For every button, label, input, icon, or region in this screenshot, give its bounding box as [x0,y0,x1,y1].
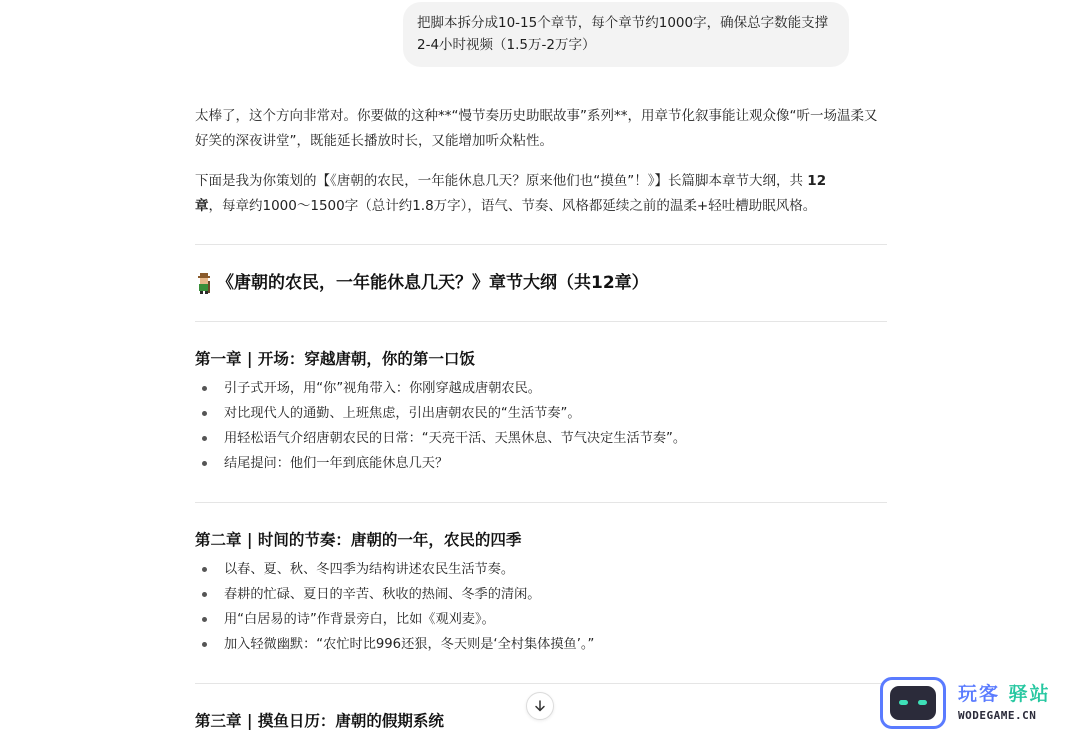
divider [195,321,887,322]
chapter-title [195,528,521,552]
list-item: 对比现代人的通勤、上班焦虑，引出唐朝农民的“生活节奏”。 [195,401,686,426]
chapter-bullet-list [195,557,594,657]
intro-text: 太棒了，这个方向非常对。你要做的这种**“慢节奏历史助眠故事”系列**，用章节化叙事能让观众像“听一场温柔又好笑的深夜讲堂”，既能延长播放时长，又能增加听众粘性。 [195,108,878,149]
watermark-en-text: WODEGAME.CN [958,709,1037,722]
chapter-title-text: 第一章 | 开场：穿越唐朝，你的第一口饭 [195,349,475,368]
chapter-title-text: 第三章 | 摸鱼日历：唐朝的假期系统 [195,711,444,730]
divider [195,502,887,503]
user-message-text: 把脚本拆分成10-15个章节，每个章节约1000字，确保总字数能支撑2-4小时视频（1.5万-2万字） [417,15,829,53]
chapter-title [195,347,475,371]
list-item: 加入轻微幽默：“农忙时比996还狠，冬天则是‘全村集体摸鱼’。” [195,632,594,657]
user-message-bubble [403,2,849,67]
list-item: 引子式开场，用“你”视角带入：你刚穿越成唐朝农民。 [195,376,686,401]
watermark-cn-text [958,679,1051,706]
plan-count: 12 [807,173,827,189]
list-item: 以春、夏、秋、冬四季为结构讲述农民生活节奏。 [195,557,594,582]
plan-chapter-word: 章 [195,198,209,214]
list-item: 结尾提问：他们一年到底能休息几天？ [195,451,686,476]
chapter-bullet-list [195,376,686,476]
plan-prefix: 下面是我为你策划的【《唐朝的农民，一年能休息几天？原来他们也“摸鱼”！》】长篇脚本章节大纲，共 [195,173,803,189]
watermark-cn-part2: 驿站 [1008,683,1051,705]
scroll-down-button[interactable] [526,692,554,720]
list-item: 用轻松语气介绍唐朝农民的日常：“天亮干活、天黑休息、节气决定生活节奏”。 [195,426,686,451]
intro-paragraph [195,104,887,154]
farmer-emoji-icon [195,272,213,294]
plan-paragraph [195,169,887,219]
outline-title [195,270,649,296]
outline-title-text: 《唐朝的农民，一年能休息几天？》章节大纲（共12章） [217,273,649,293]
chapter-title-text: 第二章 | 时间的节奏：唐朝的一年，农民的四季 [195,530,522,549]
plan-suffix: ，每章约1000～1500字（总计约1.8万字），语气、节奏、风格都延续之前的温柔+轻吐槽助眠风格。 [208,198,817,214]
robot-logo-icon [880,677,946,729]
list-item: 用“白居易的诗”作背景旁白，比如《观刈麦》。 [195,607,594,632]
list-item: 春耕的忙碌、夏日的辛苦、秋收的热闹、冬季的清闲。 [195,582,594,607]
arrow-down-icon [533,699,547,713]
divider [195,244,887,245]
divider [195,683,887,684]
chapter-title [195,709,444,733]
watermark-cn-part1: 玩客 [958,683,1001,705]
watermark-logo [878,675,1085,732]
